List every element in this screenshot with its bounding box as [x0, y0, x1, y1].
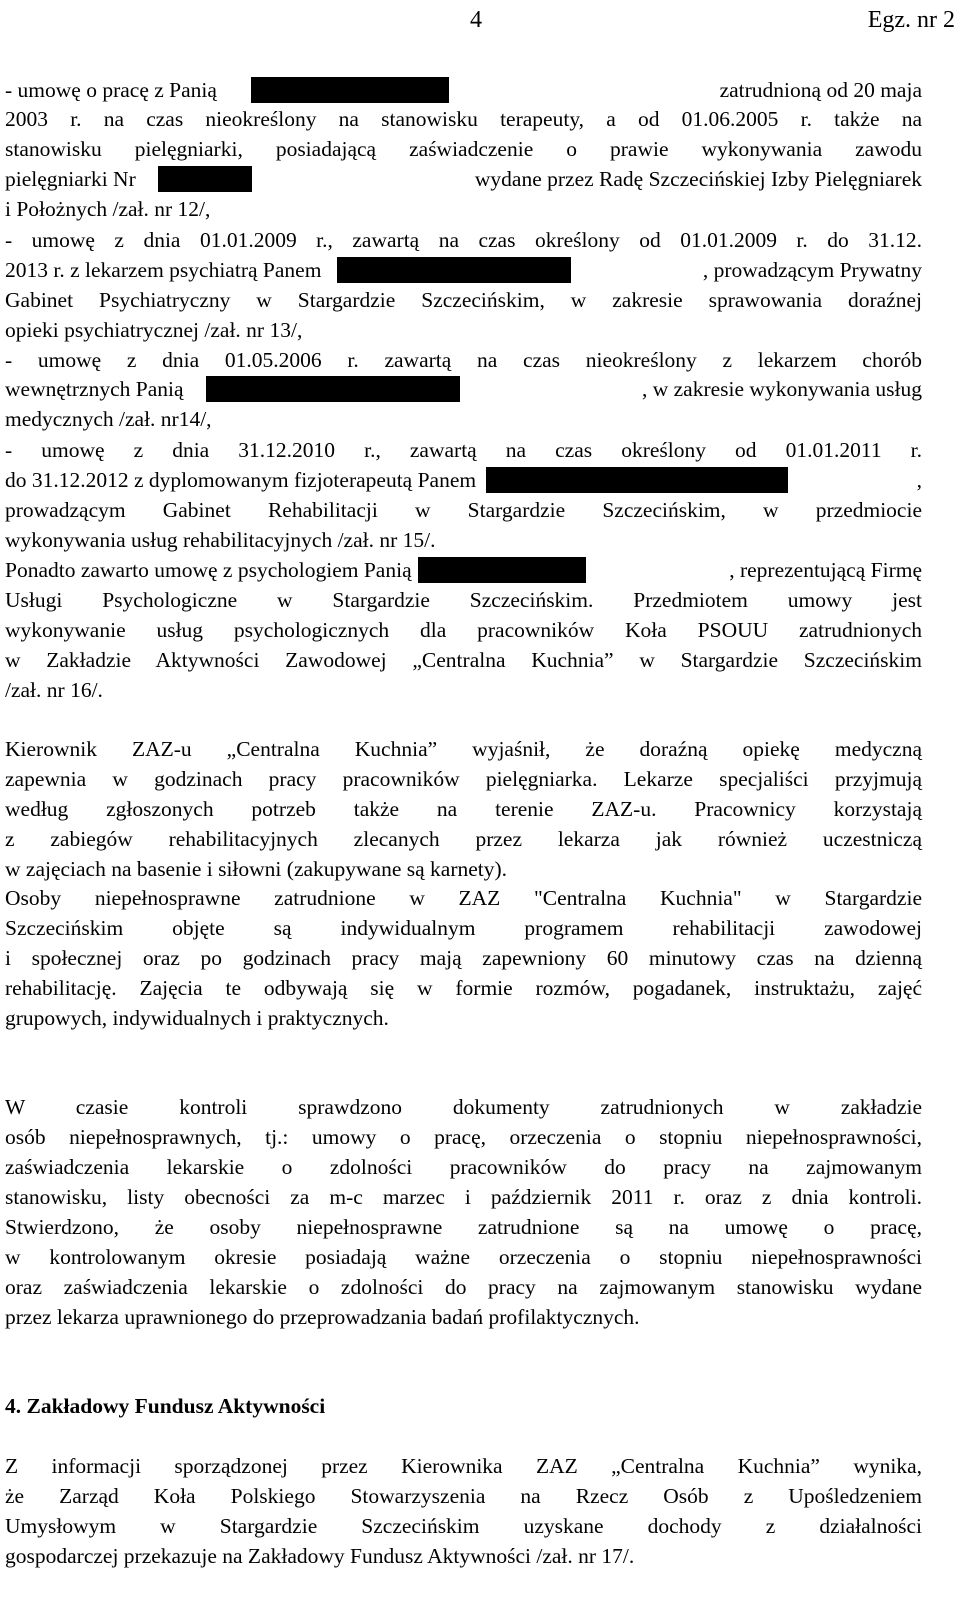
text-fragment: , — [916, 468, 922, 492]
care-line-9: rehabilitację. Zajęcia te odbywają się w formie rozmów, pogadanek, instruktażu, zajęć — [5, 976, 922, 1000]
redacted-name — [337, 257, 571, 283]
care-line-7: Szczecińskim objęte są indywidualnym programem rehabilitacji zawodowej — [5, 916, 922, 940]
contract-5-line-5: /zał. nr 16/. — [5, 678, 103, 702]
care-line-2: zapewnia w godzinach pracy pracowników pielęgniarka. Lekarze specjaliści przyjmują — [5, 767, 922, 791]
contract-4-line-4: wykonywania usług rehabilitacyjnych /zał. nr 15/. — [5, 528, 436, 552]
redacted-name — [251, 77, 449, 103]
contract-2-line-2 — [5, 255, 922, 285]
contract-4-line-3: prowadzącym Gabinet Rehabilitacji w Stargardzie Szczecińskim, w przedmiocie — [5, 498, 922, 522]
inspection-line-8: przez lekarza uprawnionego do przeprowadzania badań profilaktycznych. — [5, 1305, 640, 1329]
contract-5-line-1 — [5, 555, 922, 585]
inspection-line-4: stanowisku, listy obecności za m-c marzec i październik 2011 r. oraz z dnia kontroli. — [5, 1185, 922, 1209]
contract-4-line-1: - umowę z dnia 31.12.2010 r., zawartą na czas określony od 01.01.2011 r. — [5, 438, 922, 462]
redacted-name — [206, 376, 460, 402]
text-fragment: wewnętrznych Panią — [5, 377, 184, 401]
text-fragment: , reprezentującą Firmę — [729, 558, 922, 582]
copy-number: Egz. nr 2 — [867, 7, 955, 33]
care-line-4: z zabiegów rehabilitacyjnych zlecanych przez lekarza jak również uczestniczą — [5, 827, 922, 851]
text-fragment: - umowę o pracę z Panią — [5, 78, 217, 102]
contract-1-line-2: 2003 r. na czas nieokreślony na stanowisku terapeuty, a od 01.06.2005 r. także na — [5, 107, 922, 131]
section-heading: 4. Zakładowy Fundusz Aktywności — [5, 1394, 326, 1418]
inspection-line-3: zaświadczenia lekarskie o zdolności pracowników do pracy na zajmowanym — [5, 1155, 922, 1179]
contract-3-line-1: - umowę z dnia 01.05.2006 r. zawartą na czas nieokreślony z lekarzem chorób — [5, 348, 922, 372]
fund-line-4: gospodarczej przekazuje na Zakładowy Fundusz Aktywności /zał. nr 17/. — [5, 1544, 635, 1568]
redacted-name — [486, 467, 788, 493]
care-line-1: Kierownik ZAZ-u „Centralna Kuchnia” wyjaśnił, że doraźną opiekę medyczną — [5, 737, 922, 761]
care-line-6: Osoby niepełnosprawne zatrudnione w ZAZ "Centralna Kuchnia" w Stargardzie — [5, 886, 922, 910]
fund-line-3: Umysłowym w Stargardzie Szczecińskim uzyskane dochody z działalności — [5, 1514, 922, 1538]
care-line-3: według zgłoszonych potrzeb także na terenie ZAZ-u. Pracownicy korzystają — [5, 797, 922, 821]
text-fragment: wydane przez Radę Szczecińskiej Izby Pielęgniarek — [474, 167, 922, 191]
text-fragment: Ponadto zawarto umowę z psychologiem Panią — [5, 558, 412, 582]
fund-line-2: że Zarząd Koła Polskiego Stowarzyszenia na Rzecz Osób z Upośledzeniem — [5, 1484, 922, 1508]
inspection-line-1: W czasie kontroli sprawdzono dokumenty zatrudnionych w zakładzie — [5, 1095, 922, 1119]
care-line-10: grupowych, indywidualnych i praktycznych. — [5, 1006, 389, 1030]
contract-2-line-3: Gabinet Psychiatryczny w Stargardzie Szczecińskim, w zakresie sprawowania doraźnej — [5, 288, 922, 312]
inspection-line-6: w kontrolowanym okresie posiadają ważne orzeczenia o stopniu niepełnosprawności — [5, 1245, 922, 1269]
contract-5-line-3: wykonywanie usług psychologicznych dla pracowników Koła PSOUU zatrudnionych — [5, 618, 922, 642]
contract-2-line-1: - umowę z dnia 01.01.2009 r., zawartą na czas określony od 01.01.2009 r. do 31.12. — [5, 228, 922, 252]
fund-line-1: Z informacji sporządzonej przez Kierownika ZAZ „Centralna Kuchnia” wynika, — [5, 1454, 922, 1478]
redacted-number — [158, 166, 252, 192]
contract-3-line-3: medycznych /zał. nr14/, — [5, 407, 212, 431]
page-number: 4 — [470, 7, 482, 33]
text-fragment: pielęgniarki Nr — [5, 167, 136, 191]
contract-1-line-4 — [5, 164, 922, 194]
contract-1-line-1 — [5, 75, 922, 105]
text-fragment: do 31.12.2012 z dyplomowanym fizjoterapeutą Panem — [5, 468, 477, 492]
text-fragment: 2013 r. z lekarzem psychiatrą Panem — [5, 258, 322, 282]
text-fragment: , prowadzącym Prywatny — [702, 258, 922, 282]
contract-3-line-2 — [5, 374, 922, 404]
care-line-5: w zajęciach na basenie i siłowni (zakupywane są karnety). — [5, 857, 508, 881]
inspection-line-7: oraz zaświadczenia lekarskie o zdolności do pracy na zajmowanym stanowisku wydane — [5, 1275, 922, 1299]
contract-5-line-2: Usługi Psychologiczne w Stargardzie Szczecińskim. Przedmiotem umowy jest — [5, 588, 922, 612]
contract-2-line-4: opieki psychiatrycznej /zał. nr 13/, — [5, 318, 303, 342]
text-fragment: , w zakresie wykonywania usług — [641, 377, 922, 401]
contract-5-line-4: w Zakładzie Aktywności Zawodowej „Centralna Kuchnia” w Stargardzie Szczecińskim — [5, 648, 922, 672]
page-header — [0, 2, 960, 38]
contract-4-line-2 — [5, 465, 922, 495]
contract-1-line-5: i Położnych /zał. nr 12/, — [5, 197, 211, 221]
inspection-line-5: Stwierdzono, że osoby niepełnosprawne zatrudnione są na umowę o pracę, — [5, 1215, 922, 1239]
text-fragment: zatrudnioną od 20 maja — [719, 78, 922, 102]
contract-1-line-3: stanowisku pielęgniarki, posiadającą zaświadczenie o prawie wykonywania zawodu — [5, 137, 922, 161]
redacted-name — [418, 557, 586, 583]
care-line-8: i społecznej oraz po godzinach pracy mają zapewniony 60 minutowy czas na dzienną — [5, 946, 922, 970]
inspection-line-2: osób niepełnosprawnych, tj.: umowy o pracę, orzeczenia o stopniu niepełnosprawności, — [5, 1125, 922, 1149]
